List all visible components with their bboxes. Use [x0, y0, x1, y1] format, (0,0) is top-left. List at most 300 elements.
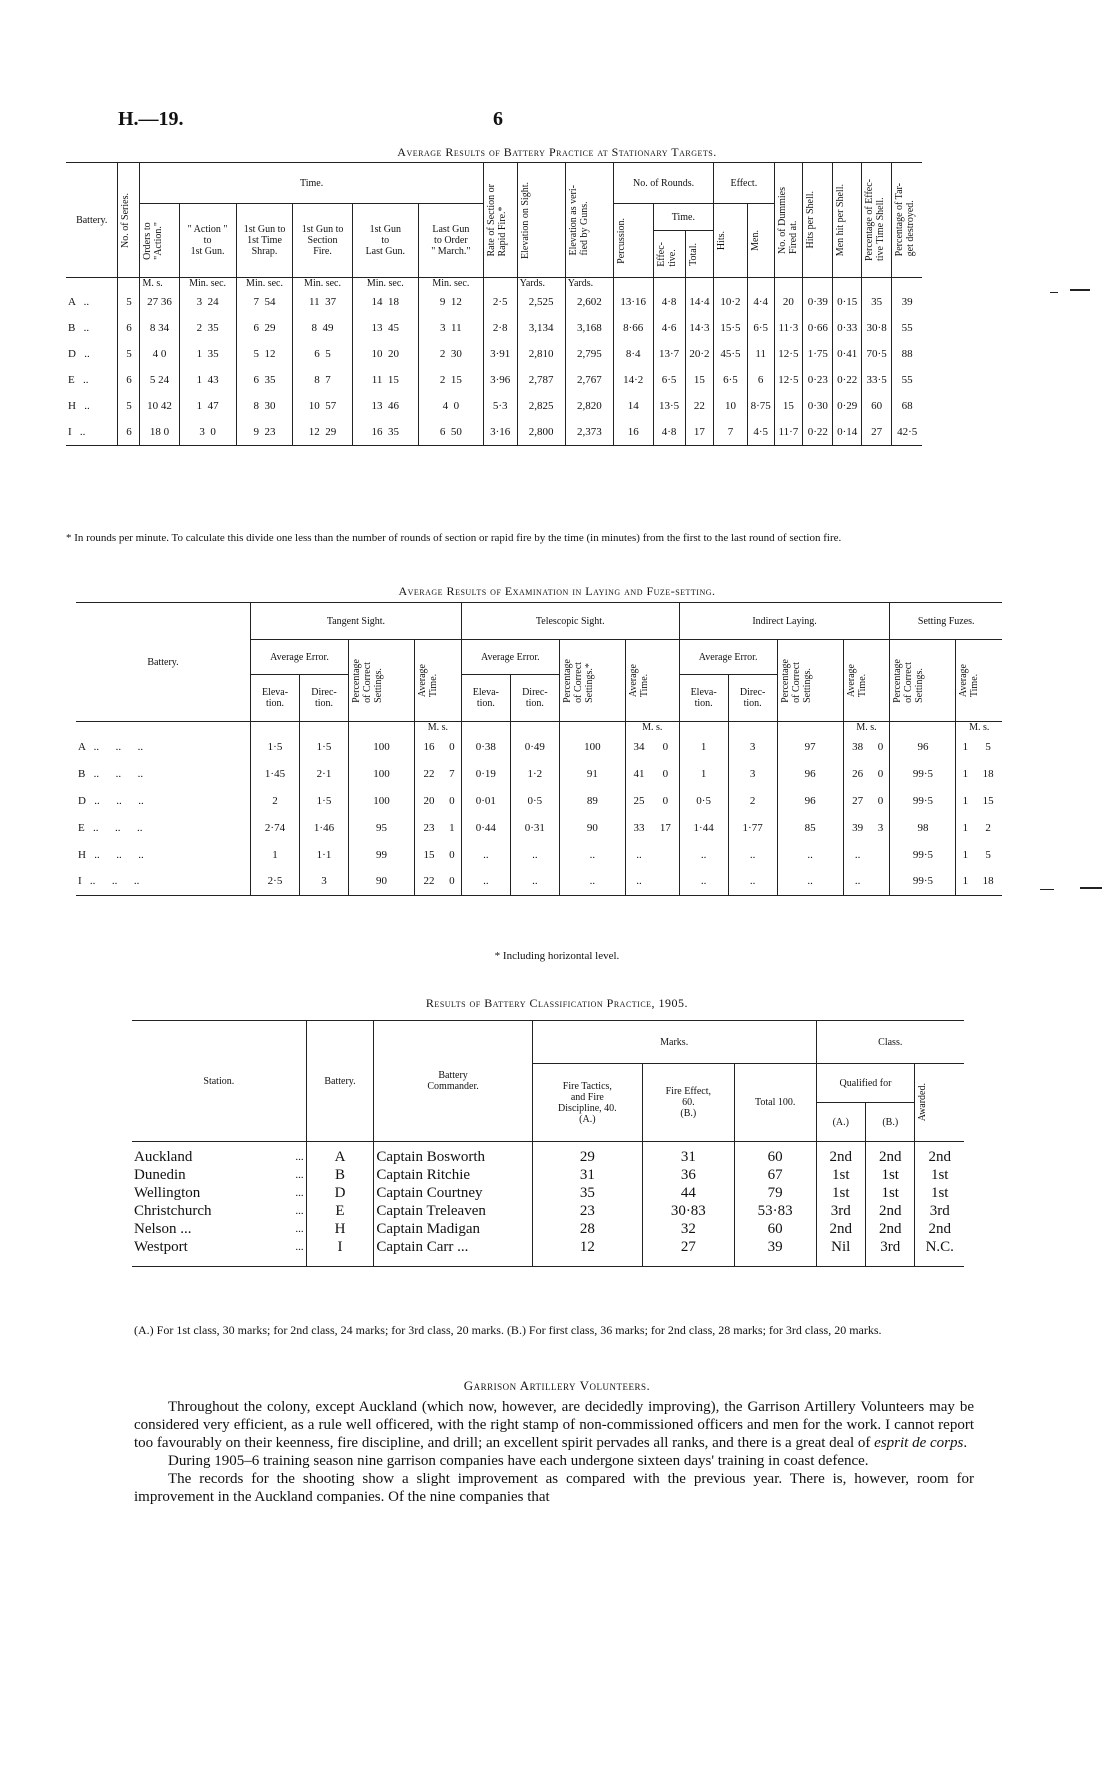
col-last: 1st Gun to Last Gun.	[352, 204, 418, 278]
battery-letter: E	[78, 821, 85, 834]
station-name: Wellington	[134, 1185, 201, 1201]
dummies-cell: 15	[774, 393, 803, 419]
col-dummies: No. of Dummies Fired at.	[776, 186, 799, 254]
seconds-cell: 5	[985, 848, 991, 861]
hits-per-shell-cell: 0·23	[803, 367, 833, 393]
seconds-cell: 57	[325, 400, 337, 412]
effect-cell: 27	[642, 1238, 734, 1267]
minutes-cell: 33	[633, 821, 645, 834]
seconds-cell	[652, 841, 679, 868]
minutes-cell: 8	[253, 400, 260, 412]
total-cell: 15	[685, 367, 713, 393]
minutes-cell: 13	[371, 400, 383, 412]
effective-cell: 4·8	[653, 419, 685, 445]
col-station: Station.	[132, 1021, 306, 1142]
elev-sight-cell: 2,825	[517, 393, 565, 419]
table-row	[76, 787, 1002, 814]
dots: .. .. ..	[89, 875, 140, 888]
minutes-cell: 34	[633, 740, 645, 753]
elev-sight-cell: 3,134	[517, 315, 565, 341]
pct-effective-cell: 33·5	[861, 367, 891, 393]
battery-cell: E	[306, 1202, 374, 1220]
total-cell: 14·3	[685, 315, 713, 341]
col-battery: Battery.	[306, 1021, 374, 1142]
minutes-cell: 27	[852, 794, 864, 807]
paragraph-3: The records for the shooting show a slight improvement as compared with the previous year. There is, however, room for improvement in the Auckland companies. Of the nine companies that	[134, 1471, 974, 1505]
table-row	[132, 1202, 964, 1220]
unit-minsec: Min. sec.	[419, 278, 484, 290]
table-row	[76, 868, 1002, 895]
class-a-cell: 2nd	[816, 1220, 865, 1238]
class-b-cell: 2nd	[866, 1148, 915, 1166]
minutes-cell: ..	[854, 875, 861, 888]
col-elev: Eleva- tion.	[251, 675, 300, 722]
awarded-cell: 2nd	[928, 1149, 951, 1165]
percussion-cell: 16	[613, 419, 653, 445]
seconds-cell: 0	[443, 733, 461, 760]
col-march: Last Gun to Order " March."	[419, 204, 484, 278]
minutes-cell: ..	[854, 848, 861, 861]
men-per-shell-cell: 0·41	[833, 341, 861, 367]
table-row	[66, 341, 922, 367]
minutes-cell: ..	[636, 875, 642, 888]
col-avg-time: Average Time.	[627, 663, 650, 698]
col-shrap: 1st Gun to 1st Time Shrap.	[236, 204, 293, 278]
pct-effective-cell: 35	[861, 289, 891, 315]
minutes-cell: 6	[253, 322, 260, 334]
dummies-cell: 20	[774, 289, 803, 315]
seconds-cell	[872, 868, 890, 895]
elev-guns-cell: 2,767	[565, 367, 613, 393]
indirect-dir-cell: 2	[728, 787, 777, 814]
elev-guns-cell: 2,373	[565, 419, 613, 445]
total-cell: 53·83	[734, 1202, 816, 1220]
classification-table	[132, 1020, 964, 1267]
col-pct-destroyed: Percentage of Tar- get destroyed.	[894, 183, 917, 257]
col-tangent: Tangent Sight.	[251, 603, 462, 640]
unit-ms: M. s.	[969, 722, 990, 733]
italic-phrase: esprit de corps	[874, 1435, 964, 1451]
minutes-cell: 41	[633, 767, 645, 780]
seconds-cell: 17	[652, 814, 679, 841]
elev-sight-cell: 2,525	[517, 289, 565, 315]
seconds-cell: 15	[982, 794, 994, 807]
battery-letter: D	[68, 348, 76, 360]
minutes-cell: 20	[423, 794, 435, 807]
minutes-cell: 10	[308, 400, 320, 412]
seconds-cell: 0	[652, 733, 679, 760]
table-row	[76, 733, 1002, 760]
table-row	[132, 1238, 964, 1267]
minutes-cell: 16	[423, 740, 435, 753]
minutes-cell: 2	[196, 322, 203, 334]
minutes-cell: 1	[962, 794, 969, 807]
tele-dir-cell: 0·5	[510, 787, 559, 814]
percussion-cell: 14·2	[613, 367, 653, 393]
men-per-shell-cell: 0·29	[833, 393, 861, 419]
seconds-cell: 30	[264, 400, 276, 412]
minutes-cell: 8	[314, 374, 320, 386]
seconds-cell: 37	[325, 296, 337, 308]
effective-cell: 4·8	[653, 289, 685, 315]
indirect-elev-cell: 1	[679, 760, 728, 787]
col-a: (A.)	[816, 1103, 865, 1142]
section-body	[134, 1398, 974, 1506]
minutes-cell: 22	[423, 875, 435, 888]
minutes-cell: 1	[962, 740, 969, 753]
seconds-cell: 23	[264, 425, 276, 438]
men-per-shell-cell: 0·15	[833, 289, 861, 315]
men-cell: 4·5	[747, 419, 774, 445]
tele-pct-cell: 89	[559, 787, 625, 814]
minutes-cell: 8	[311, 322, 318, 334]
col-fire-effect: Fire Effect, 60. (B.)	[642, 1064, 734, 1142]
pct-destroyed-cell: 55	[901, 322, 913, 334]
tangent-elev-cell: 2·74	[251, 814, 300, 841]
col-marks: Marks.	[532, 1021, 816, 1064]
battery-letter: D	[78, 794, 86, 807]
total-cell: 67	[734, 1166, 816, 1184]
awarded-cell: 1st	[930, 1185, 949, 1201]
class-b-cell: 2nd	[866, 1202, 915, 1220]
table-row	[66, 315, 922, 341]
paragraph-2: During 1905–6 training season nine garrison companies have each undergone sixteen days' training in coast defence.	[168, 1453, 869, 1469]
seconds-cell: 0	[652, 760, 679, 787]
minutes-cell: 25	[633, 794, 645, 807]
table-row	[66, 367, 922, 393]
seconds-cell: 0	[872, 787, 890, 814]
dots: ...	[295, 1223, 304, 1235]
effective-cell: 13·7	[653, 341, 685, 367]
col-rounds: No. of Rounds.	[613, 163, 713, 204]
seconds-cell: 35	[207, 322, 219, 334]
minutes-cell: 6	[439, 425, 446, 438]
tactics-cell: 28	[532, 1220, 642, 1238]
col-pct-star: Percentage of Correct Settings.*	[561, 658, 595, 703]
minutes-cell: 1	[196, 374, 203, 386]
seconds-cell: 12	[264, 348, 276, 360]
battery-letter: H	[68, 400, 76, 412]
unit-minsec: Min. sec.	[293, 278, 352, 290]
battery-letter: B	[68, 322, 76, 334]
tangent-pct-cell: 99	[349, 841, 415, 868]
seconds-cell: 5	[985, 740, 991, 753]
col-orders: Orders to "Action."	[142, 221, 165, 260]
dummies-cell: 12·5	[774, 341, 803, 367]
table-row	[66, 289, 922, 315]
fuze-pct-cell: 98	[890, 814, 956, 841]
table2-footnote: * Including horizontal level.	[494, 950, 620, 962]
minutes-cell: 1	[962, 875, 969, 888]
tangent-elev-cell: 1·5	[251, 733, 300, 760]
minutes-cell: 15	[423, 848, 435, 861]
tele-pct-cell: 100	[559, 733, 625, 760]
seconds-cell: 54	[264, 296, 276, 308]
fuze-pct-cell: 99·5	[890, 787, 956, 814]
station-name: Auckland	[134, 1149, 193, 1165]
pct-destroyed-cell: 39	[901, 296, 913, 308]
seconds-cell: 0	[210, 425, 216, 438]
series-cell: 5	[118, 393, 140, 419]
seconds-cell: 3	[872, 814, 890, 841]
tangent-pct-cell: 90	[349, 868, 415, 895]
battery-cell: H	[306, 1220, 374, 1238]
dots: ...	[295, 1151, 304, 1163]
unit-ms: M. s.	[414, 722, 461, 734]
class-a-cell: 1st	[816, 1184, 865, 1202]
minutes-cell: 9	[253, 425, 260, 438]
tactics-cell: 12	[532, 1238, 642, 1267]
minutes-cell: 1	[962, 821, 969, 834]
class-b-cell: 1st	[866, 1166, 915, 1184]
col-dir: Direc- tion.	[510, 675, 559, 722]
series-cell: 6	[118, 367, 140, 393]
battery-cell: B	[306, 1166, 374, 1184]
pct-effective-cell: 60	[861, 393, 891, 419]
tele-pct-cell: 90	[559, 814, 625, 841]
dots: ..	[84, 400, 90, 412]
elev-sight-cell: 2,810	[517, 341, 565, 367]
hits-cell: 10·2	[714, 289, 748, 315]
tele-pct-cell: 91	[559, 760, 625, 787]
effect-cell: 31	[642, 1148, 734, 1166]
series-cell: 6	[118, 315, 140, 341]
col-total: Total.	[687, 242, 699, 266]
minutes-cell: 39	[852, 821, 864, 834]
pct-destroyed-cell: 42·5	[897, 425, 918, 438]
indirect-dir-cell: 3	[728, 733, 777, 760]
rate-cell: 3·91	[483, 341, 517, 367]
margin-mark	[1050, 292, 1058, 293]
seconds-cell: 49	[322, 322, 334, 334]
fuze-pct-cell: 99·5	[890, 841, 956, 868]
elev-sight-cell: 2,800	[517, 419, 565, 445]
rate-cell: 3·16	[483, 419, 517, 445]
col-elev: Eleva- tion.	[461, 675, 510, 722]
col-battery: Battery.	[76, 603, 251, 722]
minutes-cell: ..	[636, 848, 642, 861]
indirect-dir-cell: 1·77	[728, 814, 777, 841]
minutes-cell: 1	[196, 348, 203, 360]
effect-cell: 30·83	[642, 1202, 734, 1220]
pct-effective-cell: 27	[861, 419, 891, 445]
minutes-cell: 1	[962, 767, 969, 780]
col-men-per-shell: Men hit per Shell.	[835, 183, 847, 257]
indirect-elev-cell: ..	[679, 868, 728, 895]
seconds-cell: 30	[450, 348, 462, 360]
col-total: Total 100.	[734, 1064, 816, 1142]
hits-per-shell-cell: 0·66	[803, 315, 833, 341]
awarded-cell: 2nd	[928, 1221, 951, 1237]
hits-per-shell-cell: 0·39	[803, 289, 833, 315]
table-row	[132, 1166, 964, 1184]
col-time: Time.	[140, 163, 483, 204]
col-avg-time: Average Time.	[845, 663, 868, 698]
men-cell: 8·75	[747, 393, 774, 419]
tangent-elev-cell: 2	[251, 787, 300, 814]
seconds-cell: 47	[207, 400, 219, 412]
seconds-cell: 24	[207, 296, 219, 308]
minutes-cell: 10	[147, 400, 159, 412]
percussion-cell: 8·66	[613, 315, 653, 341]
dots: ..	[84, 348, 90, 360]
seconds-cell: 35	[264, 374, 276, 386]
col-battery: Battery.	[66, 163, 118, 278]
hits-cell: 45·5	[714, 341, 748, 367]
minutes-cell: 22	[423, 767, 435, 780]
series-cell: 5	[118, 341, 140, 367]
station-name: Nelson ...	[134, 1221, 192, 1237]
tele-pct-cell: ..	[559, 841, 625, 868]
col-series: No. of Series.	[120, 192, 132, 248]
dots: .. .. ..	[93, 740, 144, 753]
seconds-cell: 12	[450, 296, 462, 308]
dots: ...	[295, 1187, 304, 1199]
total-cell: 14·4	[685, 289, 713, 315]
effect-cell: 32	[642, 1220, 734, 1238]
col-elev-sight: Elevation on Sight.	[519, 181, 531, 259]
tele-dir-cell: 1·2	[510, 760, 559, 787]
hits-per-shell-cell: 1·75	[803, 341, 833, 367]
battery-cell: D	[306, 1184, 374, 1202]
seconds-cell: 29	[325, 425, 337, 438]
rate-cell: 2·5	[483, 289, 517, 315]
col-qualified: Qualified for	[816, 1064, 915, 1103]
minutes-cell: 27	[147, 296, 159, 308]
margin-mark	[1040, 889, 1054, 890]
tactics-cell: 29	[532, 1148, 642, 1166]
tangent-dir-cell: 2·1	[300, 760, 349, 787]
indirect-pct-cell: ..	[777, 841, 843, 868]
col-awarded: Awarded.	[917, 1083, 929, 1122]
commander-cell: Captain Treleaven	[374, 1202, 533, 1220]
dots: .. .. ..	[94, 848, 144, 861]
col-class: Class.	[816, 1021, 964, 1064]
dots: .. .. ..	[94, 794, 144, 807]
col-elev: Eleva- tion.	[679, 675, 728, 722]
col-pct: Percentage of Correct Settings.	[892, 658, 926, 703]
tangent-pct-cell: 100	[349, 733, 415, 760]
seconds-cell: 34	[158, 322, 170, 334]
pct-destroyed-cell: 55	[901, 374, 913, 386]
seconds-cell: 15	[450, 374, 462, 386]
total-cell: 60	[734, 1148, 816, 1166]
col-commander: Battery Commander.	[374, 1021, 533, 1142]
col-effect: Effect.	[714, 163, 774, 204]
minutes-cell: 14	[371, 296, 383, 308]
seconds-cell: 46	[388, 400, 400, 412]
paragraph-1: Throughout the colony, except Auckland (which now, however, are decidedly improving), the Garrison Artillery Volunteers may be considered very efficient, as a rule well officered, with the right stamp of non-commissioned officers and men for the work. I cannot report too favourably on their keenness, fire discipline, and drill; an excellent spirit pervades all ranks, and there is a great deal of esprit de corps.	[134, 1399, 974, 1451]
series-cell: 5	[118, 289, 140, 315]
indirect-elev-cell: 1·44	[679, 814, 728, 841]
col-hits-per-shell: Hits per Shell.	[805, 191, 817, 249]
hits-cell: 10	[714, 393, 748, 419]
seconds-cell: 0	[443, 841, 461, 868]
table3-title: Results of Battery Classification Practice, 1905.	[425, 996, 689, 1010]
seconds-cell: 5	[325, 348, 331, 360]
fuze-pct-cell: 99·5	[890, 760, 956, 787]
station-name: Christchurch	[134, 1203, 212, 1219]
rate-cell: 2·8	[483, 315, 517, 341]
minutes-cell: 3	[199, 425, 205, 438]
seconds-cell: 0	[443, 868, 461, 895]
table2-title: Average Results of Examination in Laying and Fuze-setting.	[398, 584, 716, 598]
battery-letter: I	[68, 425, 72, 438]
seconds-cell: 20	[388, 348, 400, 360]
minutes-cell: 18	[149, 425, 161, 438]
tactics-cell: 35	[532, 1184, 642, 1202]
minutes-cell: 38	[852, 740, 864, 753]
battery-practice-table	[66, 162, 922, 446]
effective-cell: 13·5	[653, 393, 685, 419]
station-name: Westport	[134, 1239, 188, 1255]
dots: ..	[83, 322, 90, 334]
tele-elev-cell: 0·44	[461, 814, 510, 841]
battery-cell: A	[306, 1148, 374, 1166]
elev-guns-cell: 2,602	[565, 289, 613, 315]
table-row	[132, 1148, 964, 1166]
total-cell: 17	[685, 419, 713, 445]
awarded-cell: 3rd	[929, 1203, 950, 1219]
dots: ...	[295, 1169, 304, 1181]
minutes-cell: 4	[442, 400, 449, 412]
elev-guns-cell: 3,168	[565, 315, 613, 341]
class-a-cell: 3rd	[816, 1202, 865, 1220]
tele-elev-cell: 0·19	[461, 760, 510, 787]
men-cell: 11	[747, 341, 774, 367]
total-cell: 20·2	[685, 341, 713, 367]
col-pct: Percentage of Correct Settings.	[351, 658, 384, 703]
dots: ..	[83, 296, 90, 308]
battery-letter: H	[78, 848, 86, 861]
station-name: Dunedin	[134, 1167, 186, 1183]
tele-pct-cell: ..	[559, 868, 625, 895]
pct-effective-cell: 70·5	[861, 341, 891, 367]
total-cell: 79	[734, 1184, 816, 1202]
indirect-pct-cell: 97	[777, 733, 843, 760]
col-indirect: Indirect Laying.	[679, 603, 890, 640]
unit-ms: M. s.	[625, 722, 679, 734]
dots: ...	[295, 1241, 304, 1253]
dummies-cell: 11·3	[774, 315, 803, 341]
class-a-cell: 1st	[816, 1166, 865, 1184]
seconds-cell: 42	[160, 400, 172, 412]
minutes-cell: 6	[314, 348, 320, 360]
men-per-shell-cell: 0·33	[833, 315, 861, 341]
table1-footnote: * In rounds per minute. To calculate this divide one less than the number of rounds of section or rapid fire by the time (in minutes) from the first to the last round of section fire.	[66, 532, 842, 544]
seconds-cell: 0	[443, 787, 461, 814]
commander-cell: Captain Bosworth	[374, 1148, 533, 1166]
unit-ms: M. s.	[140, 278, 179, 290]
hits-cell: 15·5	[714, 315, 748, 341]
battery-cell: I	[306, 1238, 374, 1267]
indirect-elev-cell: 0·5	[679, 787, 728, 814]
men-per-shell-cell: 0·22	[833, 367, 861, 393]
seconds-cell: 2	[985, 821, 991, 834]
indirect-elev-cell: ..	[679, 841, 728, 868]
dummies-cell: 11·7	[774, 419, 803, 445]
col-tactics: Fire Tactics, and Fire Discipline, 40. (A.)	[532, 1064, 642, 1142]
pct-destroyed-cell: 88	[901, 348, 913, 360]
class-b-cell: 2nd	[866, 1220, 915, 1238]
seconds-cell: 0	[163, 425, 170, 438]
indirect-dir-cell: ..	[728, 868, 777, 895]
table-row	[66, 393, 922, 419]
seconds-cell: 18	[982, 875, 994, 888]
minutes-cell: 11	[308, 296, 320, 308]
col-dir: Direc- tion.	[300, 675, 349, 722]
dots: ..	[79, 425, 86, 438]
